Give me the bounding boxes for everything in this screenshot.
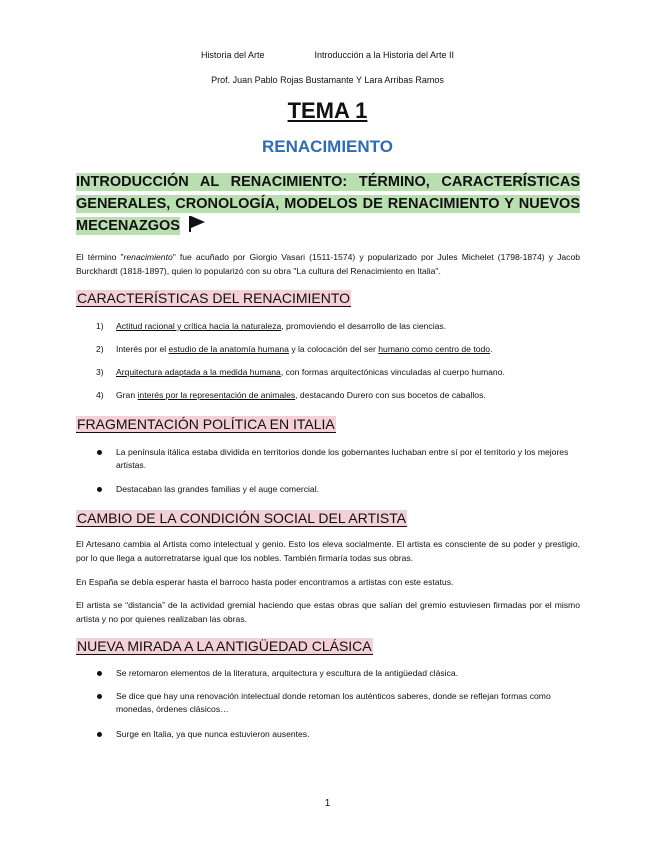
header-professors: Prof. Juan Pablo Rojas Bustamante Y Lara Arribas Ramos — [211, 75, 444, 85]
cambio-paragraph-2: En España se debía esperar hasta el barroco hasta poder encontramos a artistas con este estatus. — [76, 577, 454, 587]
page-number: 1 — [324, 798, 331, 809]
term-renacimiento: renacimiento — [123, 252, 173, 262]
intro-paragraph: El término "renacimiento" fue acuñado por Giorgio Vasari (1511-1574) y popularizado por Jules Michelet (1798-1874) y Jacob Burckhardt (1818-1897), quien lo popularizó con su obra "La cultura del Renacimiento en Italia". — [76, 252, 581, 276]
intro-heading-text: INTRODUCCIÓN AL RENACIMIENTO: TÉRMINO, CARACTERÍSTICAS GENERALES, CRONOLOGÍA, MODELOS DE RENACIMIENTO Y NUEVOS MECENAZGOS — [76, 174, 580, 234]
page-title: TEMA 1 — [287, 98, 368, 123]
bullet-icon — [97, 732, 102, 737]
section-heading-caracteristicas: CARACTERÍSTICAS DEL RENACIMIENTO — [77, 290, 351, 306]
intro-heading — [76, 171, 580, 237]
section-heading-cambio: CAMBIO DE LA CONDICIÓN SOCIAL DEL ARTISTA — [77, 510, 407, 526]
document-page: Historia del Arte Introducción a la Historia del Arte II Prof. Juan Pablo Rojas Bustamante Y Lara Arribas Ramos TEMA 1 RENACIMIENTO INTRODUCCIÓN AL RENACIMIENTO: TÉRMINO, CARACTERÍSTICAS GENERALES, CRONOLOGÍA, MODELOS DE RENACIMIENTO Y NUEVOS MECENAZGOS El término "renacimiento" fue acuñado por Giorgio Vasari (1511-1574) y popularizado por Jules Michelet (1798-1874) y Jacob Burckhardt (1818-1897), quien lo popularizó con su obra "La cultura del Renacimiento en Italia". CARACTERÍSTICAS DEL RENACIMIENTO 1) Actitud racional y crítica hacia la naturaleza, promoviendo el desarrollo de las ciencias. 2) Interés por el estudio de la anatomía humana y la colocación del ser humano como centro de todo. 3) Arquitectura adaptada a la medida humana, con formas arquitectónicas vinculadas al cuerpo humano. 4) Gran interés por la representación de animales, destacando Durero con sus bocetos de caballos. FRAGMENTACIÓN POLÍTICA EN ITALIA La península itálica estaba dividida en territorios donde los gobernantes luchaban entre sí por el territorio y los mejores artistas. Destacaban las grandes familias y el auge comercial. CAMBIO DE LA CONDICIÓN SOCIAL DEL ARTISTA El Artesano cambia al Artista como intelectual y genio. Esto los eleva socialmente. El artista es consciente de su poder y prestigio, por lo que llega a autorretratarse igual que los nobles. También firmaría todas sus obras. En España se debía esperar hasta el barroco hasta poder encontramos a artistas con este estatus. El artista se “distancia” de la actividad gremial haciendo que estas obras que salían del gremio estuviesen firmadas por el mismo artista y no por quienes realizaban las obras. NUEVA MIRADA A LA ANTIGÜEDAD CLÁSICA Se retomaron elementos de la literatura, arquitectura y escultura de la antigüedad clásica. Se dice que hay una renovación intelectual donde retoman los auténticos saberes, donde se reflejan formas como monedas, órdenes clásicos… Surge en Italia, ya que nunca estuvieron ausentes. 1 — [0, 0, 655, 848]
cambio-paragraph-1: El Artesano cambia al Artista como intelectual y genio. Esto los eleva socialmente. El artista es consciente de su poder y prestigio, por lo que llega a autorretratarse igual que los nobles. También firmaría todas sus obras. — [76, 539, 580, 563]
page-header — [0, 50, 655, 60]
section-heading-fragmentacion: FRAGMENTACIÓN POLÍTICA EN ITALIA — [77, 416, 335, 432]
bullet-icon — [97, 671, 102, 676]
cambio-paragraph-3: El artista se “distancia” de la actividad gremial haciendo que estas obras que salían del gremio estuviesen firmadas por el mismo artista y no por quienes realizaban las obras. — [76, 600, 580, 624]
flag-icon — [188, 216, 206, 232]
header-course: Historia del Arte — [200, 50, 265, 60]
header-subject: Introducción a la Historia del Arte II — [314, 50, 455, 60]
bullet-icon — [97, 487, 102, 492]
page-subtitle: RENACIMIENTO — [262, 137, 393, 156]
bullet-icon — [97, 694, 102, 699]
section-heading-antiguedad: NUEVA MIRADA A LA ANTIGÜEDAD CLÁSICA — [77, 638, 372, 654]
bullet-icon — [97, 450, 102, 455]
